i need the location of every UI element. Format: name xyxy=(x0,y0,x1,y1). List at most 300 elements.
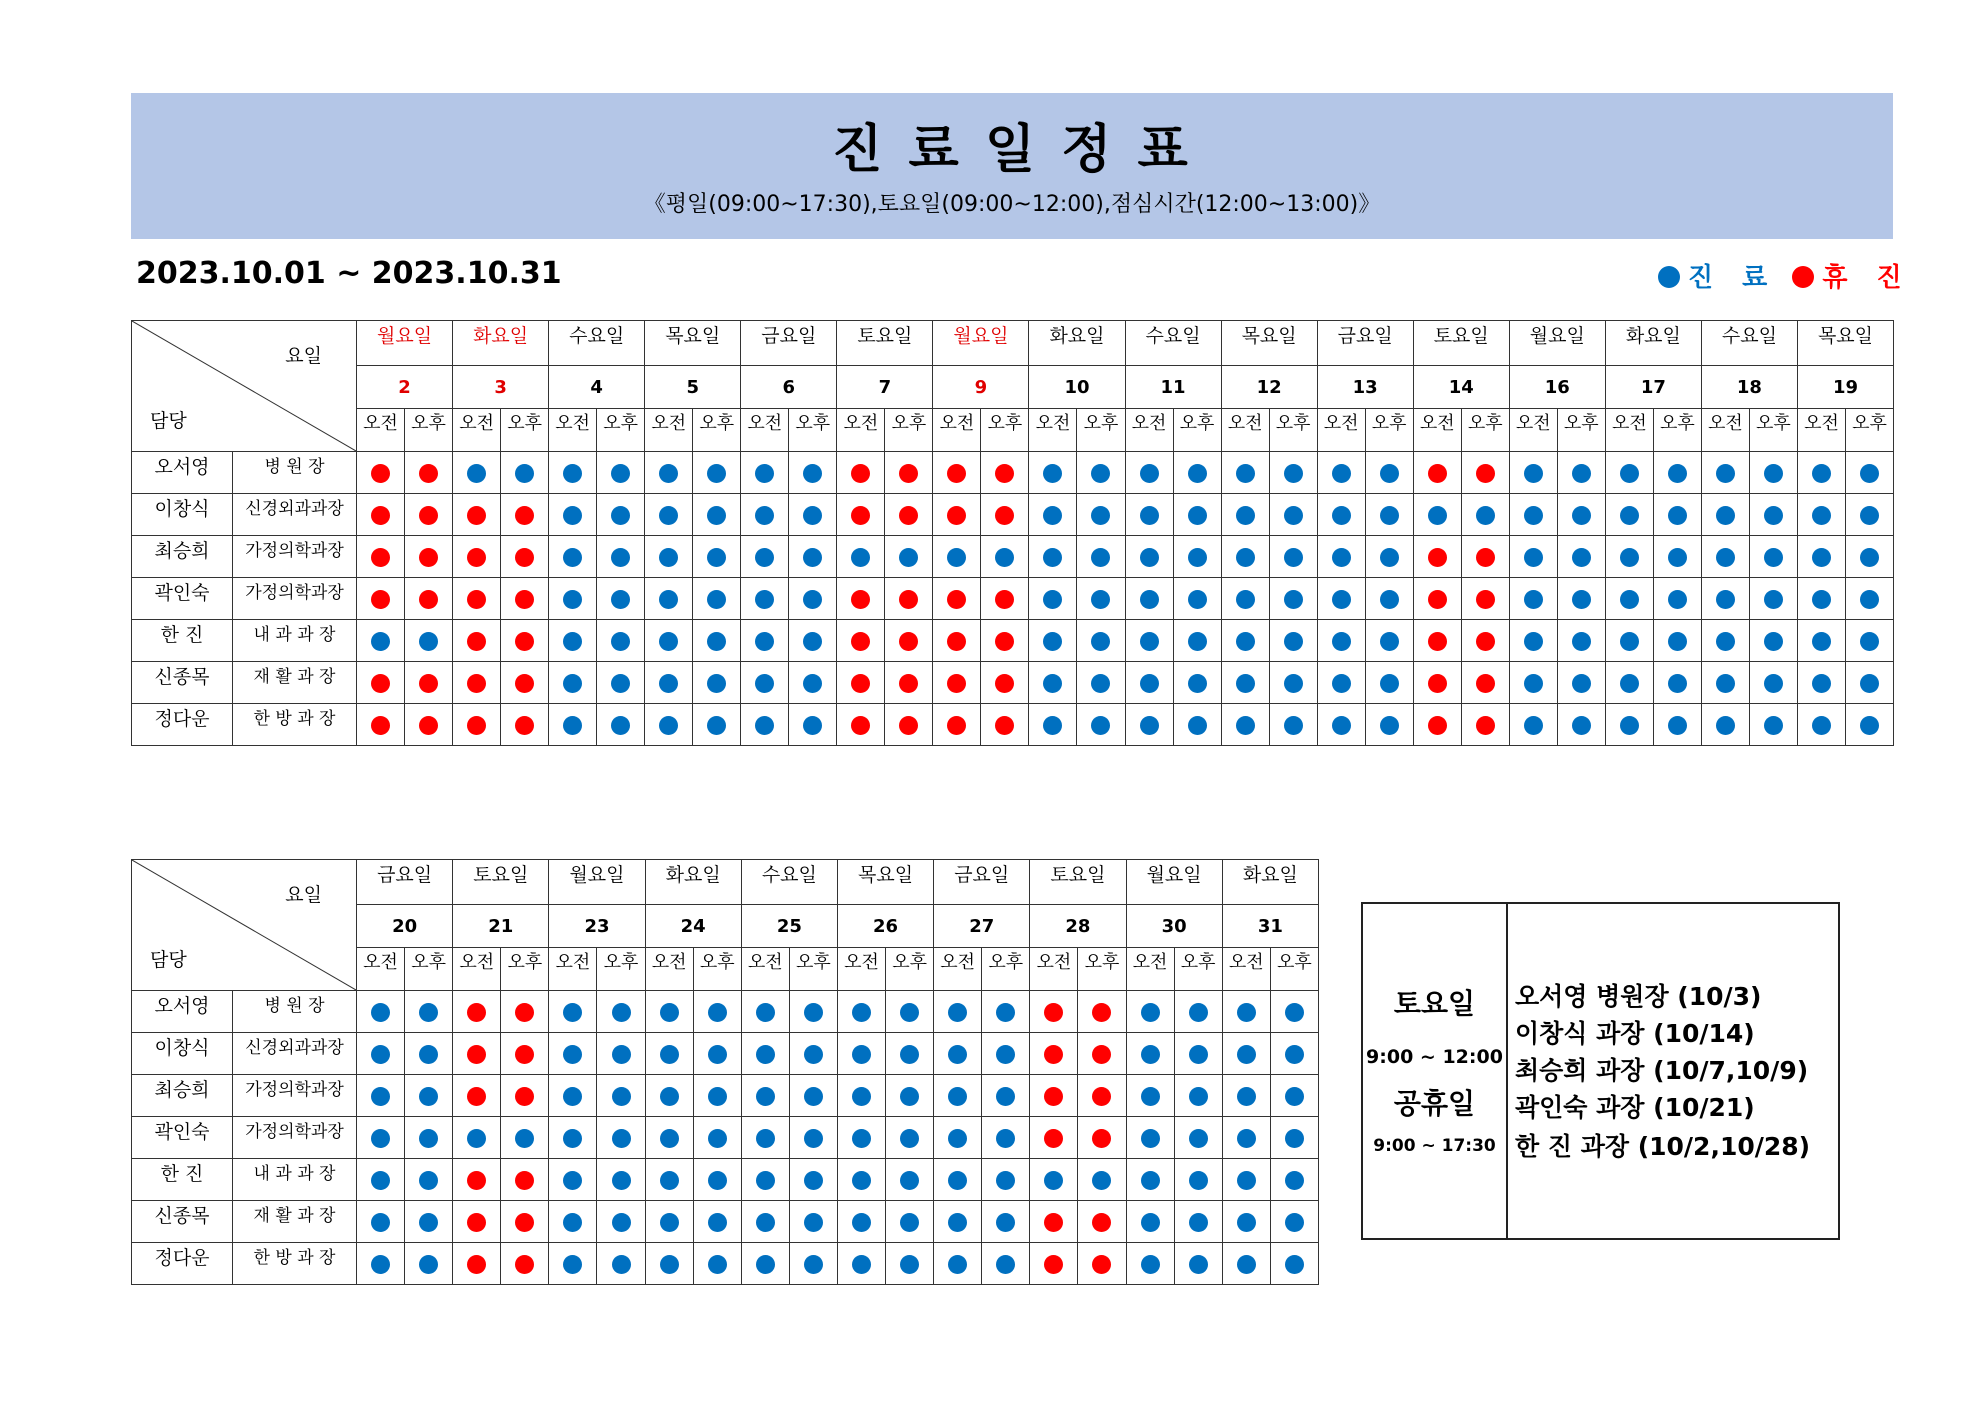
open-dot-icon xyxy=(1668,464,1687,483)
schedule-cell xyxy=(453,1075,501,1117)
schedule-cell xyxy=(789,1201,837,1243)
date-header: 20 xyxy=(357,905,453,948)
schedule-cell xyxy=(982,1243,1030,1285)
schedule-cell xyxy=(1174,991,1222,1033)
schedule-cell xyxy=(453,1159,501,1201)
schedule-cell xyxy=(501,452,549,494)
schedule-cell xyxy=(1030,1033,1078,1075)
pm-header: 오후 xyxy=(1365,409,1413,452)
open-dot-icon xyxy=(1620,548,1639,567)
am-header: 오전 xyxy=(357,948,405,991)
schedule-cell xyxy=(693,620,741,662)
schedule-cell xyxy=(549,662,597,704)
open-dot-icon xyxy=(1572,506,1591,525)
schedule-cell xyxy=(597,494,645,536)
schedule-cell xyxy=(549,991,597,1033)
schedule-cell xyxy=(453,452,501,494)
schedule-cell xyxy=(789,1117,837,1159)
date-header: 18 xyxy=(1701,366,1797,409)
open-dot-icon xyxy=(1189,1171,1208,1190)
weekday-header: 토요일 xyxy=(453,860,549,905)
open-dot-icon xyxy=(371,1003,390,1022)
closed-dot-icon xyxy=(1428,548,1447,567)
corner-header xyxy=(132,321,357,452)
schedule-cell xyxy=(1269,620,1317,662)
open-dot-icon xyxy=(1332,632,1351,651)
schedule-cell xyxy=(549,1117,597,1159)
open-dot-icon xyxy=(1141,1045,1160,1064)
schedule-cell xyxy=(1125,578,1173,620)
open-dot-icon xyxy=(756,1045,775,1064)
closed-dot-icon xyxy=(467,674,486,693)
pm-header: 오후 xyxy=(1461,409,1509,452)
schedule-cell xyxy=(405,536,453,578)
open-dot-icon xyxy=(1812,506,1831,525)
open-dot-icon xyxy=(419,632,438,651)
closure-note: 곽인숙 과장 (10/21) xyxy=(1515,1093,1755,1122)
closed-dot-icon xyxy=(419,506,438,525)
open-dot-icon xyxy=(1188,464,1207,483)
schedule-cell xyxy=(405,1117,453,1159)
schedule-cell xyxy=(1221,578,1269,620)
closed-dot-icon xyxy=(1092,1003,1111,1022)
open-dot-icon xyxy=(1188,716,1207,735)
schedule-cell xyxy=(981,578,1029,620)
schedule-cell xyxy=(645,1201,693,1243)
closed-dot-icon xyxy=(851,506,870,525)
schedule-cell xyxy=(357,704,405,746)
schedule-cell xyxy=(981,620,1029,662)
closure-note: 오서영 병원장 (10/3) xyxy=(1515,982,1762,1011)
schedule-cell xyxy=(1605,494,1653,536)
schedule-cell xyxy=(1365,620,1413,662)
doctor-row xyxy=(132,452,1894,494)
open-dot-icon xyxy=(948,1003,967,1022)
schedule-cell xyxy=(501,494,549,536)
schedule-cell xyxy=(1029,662,1077,704)
open-dot-icon xyxy=(611,716,630,735)
legend-closed-dot-icon xyxy=(1792,266,1814,288)
open-dot-icon xyxy=(1764,506,1783,525)
closed-dot-icon xyxy=(467,716,486,735)
schedule-cell xyxy=(886,1243,934,1285)
open-dot-icon xyxy=(899,548,918,567)
schedule-cell xyxy=(1030,1201,1078,1243)
closed-dot-icon xyxy=(947,632,966,651)
schedule-cell xyxy=(741,1075,789,1117)
open-dot-icon xyxy=(1332,548,1351,567)
weekday-header: 수요일 xyxy=(549,321,645,366)
date-header: 17 xyxy=(1605,366,1701,409)
open-dot-icon xyxy=(1380,716,1399,735)
closed-dot-icon xyxy=(1044,1087,1063,1106)
open-dot-icon xyxy=(1764,716,1783,735)
date-header: 3 xyxy=(453,366,549,409)
open-dot-icon xyxy=(804,1045,823,1064)
am-header: 오전 xyxy=(453,948,501,991)
open-dot-icon xyxy=(1620,674,1639,693)
closed-dot-icon xyxy=(515,632,534,651)
closed-dot-icon xyxy=(467,548,486,567)
schedule-cell xyxy=(1557,620,1605,662)
open-dot-icon xyxy=(371,1213,390,1232)
open-dot-icon xyxy=(611,674,630,693)
closed-dot-icon xyxy=(467,1045,486,1064)
schedule-cell xyxy=(934,1159,982,1201)
schedule-cell xyxy=(501,1075,549,1117)
open-dot-icon xyxy=(563,674,582,693)
open-dot-icon xyxy=(1668,548,1687,567)
schedule-cell xyxy=(453,578,501,620)
open-dot-icon xyxy=(1284,506,1303,525)
schedule-cell xyxy=(597,1075,645,1117)
open-dot-icon xyxy=(1285,1171,1304,1190)
open-dot-icon xyxy=(1188,548,1207,567)
pm-header: 오후 xyxy=(693,948,741,991)
open-dot-icon xyxy=(1620,464,1639,483)
pm-header: 오후 xyxy=(1078,948,1126,991)
open-dot-icon xyxy=(900,1213,919,1232)
open-dot-icon xyxy=(1716,632,1735,651)
schedule-cell xyxy=(1221,620,1269,662)
doctor-row xyxy=(132,1075,1319,1117)
doctor-title: 병 원 장 xyxy=(233,452,357,494)
schedule-cell xyxy=(645,1243,693,1285)
doctor-name: 최승희 xyxy=(132,1075,233,1117)
open-dot-icon xyxy=(1380,548,1399,567)
date-header: 27 xyxy=(934,905,1030,948)
open-dot-icon xyxy=(803,590,822,609)
doctor-name: 신종목 xyxy=(132,662,233,704)
schedule-cell xyxy=(1605,662,1653,704)
closed-dot-icon xyxy=(467,1213,486,1232)
doctor-title: 가정의학과장 xyxy=(233,578,357,620)
schedule-cell xyxy=(1030,1159,1078,1201)
schedule-cell xyxy=(1749,620,1797,662)
am-header: 오전 xyxy=(1413,409,1461,452)
open-dot-icon xyxy=(1188,632,1207,651)
open-dot-icon xyxy=(1764,464,1783,483)
schedule-cell xyxy=(1221,662,1269,704)
schedule-cell xyxy=(357,991,405,1033)
open-dot-icon xyxy=(563,1255,582,1274)
weekday-header: 목요일 xyxy=(645,321,741,366)
schedule-cell xyxy=(1845,536,1893,578)
schedule-cell xyxy=(1509,620,1557,662)
schedule-cell xyxy=(549,620,597,662)
open-dot-icon xyxy=(1764,548,1783,567)
schedule-cell xyxy=(693,536,741,578)
schedule-cell xyxy=(837,536,885,578)
schedule-cell xyxy=(549,1075,597,1117)
schedule-cell xyxy=(1174,1201,1222,1243)
schedule-cell xyxy=(1509,494,1557,536)
schedule-cell xyxy=(1317,494,1365,536)
schedule-cell xyxy=(597,1201,645,1243)
open-dot-icon xyxy=(1237,1087,1256,1106)
closure-note: 한 진 과장 (10/2,10/28) xyxy=(1515,1132,1811,1161)
schedule-cell xyxy=(1557,662,1605,704)
schedule-cell xyxy=(1270,1117,1318,1159)
schedule-cell xyxy=(645,452,693,494)
schedule-cell xyxy=(837,1243,885,1285)
open-dot-icon xyxy=(1237,1255,1256,1274)
schedule-cell xyxy=(405,452,453,494)
open-dot-icon xyxy=(1140,464,1159,483)
open-dot-icon xyxy=(563,1003,582,1022)
schedule-cell xyxy=(982,1117,1030,1159)
schedule-cell xyxy=(885,452,933,494)
schedule-cell xyxy=(1174,1159,1222,1201)
open-dot-icon xyxy=(1189,1213,1208,1232)
schedule-cell xyxy=(741,452,789,494)
schedule-cell xyxy=(693,578,741,620)
schedule-cell xyxy=(885,704,933,746)
schedule-cell xyxy=(933,620,981,662)
closed-dot-icon xyxy=(1044,1129,1063,1148)
open-dot-icon xyxy=(660,1213,679,1232)
open-dot-icon xyxy=(1284,716,1303,735)
am-header: 오전 xyxy=(1221,409,1269,452)
open-dot-icon xyxy=(563,1087,582,1106)
doctor-name: 이창식 xyxy=(132,494,233,536)
open-dot-icon xyxy=(563,506,582,525)
schedule-cell xyxy=(1125,662,1173,704)
closed-dot-icon xyxy=(899,674,918,693)
open-dot-icon xyxy=(948,1045,967,1064)
closed-dot-icon xyxy=(851,716,870,735)
schedule-cell xyxy=(1030,1117,1078,1159)
schedule-cell xyxy=(837,1201,885,1243)
open-dot-icon xyxy=(1572,548,1591,567)
closed-dot-icon xyxy=(1092,1045,1111,1064)
schedule-cell xyxy=(1174,1117,1222,1159)
open-dot-icon xyxy=(900,1045,919,1064)
schedule-cell xyxy=(1269,536,1317,578)
open-dot-icon xyxy=(1091,548,1110,567)
closed-dot-icon xyxy=(467,632,486,651)
open-dot-icon xyxy=(1237,1129,1256,1148)
closed-dot-icon xyxy=(515,1255,534,1274)
am-header: 오전 xyxy=(1605,409,1653,452)
open-dot-icon xyxy=(563,1129,582,1148)
schedule-cell xyxy=(1509,536,1557,578)
open-dot-icon xyxy=(1524,590,1543,609)
doctor-name: 곽인숙 xyxy=(132,1117,233,1159)
schedule-cell xyxy=(1270,1075,1318,1117)
open-dot-icon xyxy=(804,1171,823,1190)
pm-header: 오후 xyxy=(1845,409,1893,452)
schedule-cell xyxy=(597,1159,645,1201)
schedule-cell xyxy=(501,1243,549,1285)
corner-header xyxy=(132,860,357,991)
legend-closed-label: 휴 진 xyxy=(1822,263,1912,293)
schedule-cell xyxy=(1173,578,1221,620)
open-dot-icon xyxy=(708,1213,727,1232)
doctor-title: 재 활 과 장 xyxy=(233,1201,357,1243)
schedule-cell xyxy=(645,620,693,662)
open-dot-icon xyxy=(563,1045,582,1064)
open-dot-icon xyxy=(947,548,966,567)
doctor-row xyxy=(132,662,1894,704)
am-header: 오전 xyxy=(1222,948,1270,991)
schedule-cell xyxy=(1317,620,1365,662)
schedule-cell xyxy=(1174,1075,1222,1117)
closed-dot-icon xyxy=(1476,590,1495,609)
schedule-cell xyxy=(1845,452,1893,494)
closed-dot-icon xyxy=(1476,674,1495,693)
schedule-cell xyxy=(1269,704,1317,746)
schedule-cell xyxy=(1461,536,1509,578)
date-header: 13 xyxy=(1317,366,1413,409)
weekday-header: 목요일 xyxy=(1221,321,1317,366)
schedule-cell xyxy=(837,494,885,536)
open-dot-icon xyxy=(755,674,774,693)
doctor-title: 가정의학과장 xyxy=(233,1117,357,1159)
schedule-cell xyxy=(934,1075,982,1117)
open-dot-icon xyxy=(1668,716,1687,735)
open-dot-icon xyxy=(1284,632,1303,651)
open-dot-icon xyxy=(707,590,726,609)
open-dot-icon xyxy=(1188,590,1207,609)
schedule-cell xyxy=(405,1201,453,1243)
schedule-cell xyxy=(1222,991,1270,1033)
schedule-cell xyxy=(837,1117,885,1159)
schedule-cell xyxy=(934,1033,982,1075)
am-header: 오전 xyxy=(933,409,981,452)
open-dot-icon xyxy=(1860,590,1879,609)
open-dot-icon xyxy=(371,1171,390,1190)
schedule-cell xyxy=(789,662,837,704)
schedule-cell xyxy=(645,536,693,578)
schedule-cell xyxy=(741,1201,789,1243)
schedule-cell xyxy=(1605,452,1653,494)
schedule-cell xyxy=(1125,536,1173,578)
schedule-cell xyxy=(405,662,453,704)
closed-dot-icon xyxy=(1428,674,1447,693)
schedule-cell xyxy=(1509,452,1557,494)
am-header: 오전 xyxy=(357,409,405,452)
closed-dot-icon xyxy=(515,1213,534,1232)
open-dot-icon xyxy=(1043,632,1062,651)
am-header: 오전 xyxy=(1030,948,1078,991)
open-dot-icon xyxy=(756,1255,775,1274)
date-header: 2 xyxy=(357,366,453,409)
doctor-title: 신경외과과장 xyxy=(233,494,357,536)
pm-header: 오후 xyxy=(1557,409,1605,452)
schedule-cell xyxy=(357,578,405,620)
open-dot-icon xyxy=(708,1003,727,1022)
schedule-cell xyxy=(549,494,597,536)
pm-header: 오후 xyxy=(501,948,549,991)
schedule-cell xyxy=(837,662,885,704)
schedule-cell xyxy=(1557,452,1605,494)
open-dot-icon xyxy=(1620,590,1639,609)
open-dot-icon xyxy=(708,1087,727,1106)
schedule-cell xyxy=(597,620,645,662)
schedule-cell xyxy=(789,1033,837,1075)
schedule-period: 2023.10.01 ~ 2023.10.31 xyxy=(136,256,562,291)
open-dot-icon xyxy=(1620,506,1639,525)
open-dot-icon xyxy=(995,548,1014,567)
schedule-cell xyxy=(837,1033,885,1075)
schedule-cell xyxy=(357,1075,405,1117)
date-header: 24 xyxy=(645,905,741,948)
open-dot-icon xyxy=(1812,632,1831,651)
schedule-cell xyxy=(1029,452,1077,494)
schedule-cell xyxy=(1221,452,1269,494)
doctor-name: 곽인숙 xyxy=(132,578,233,620)
open-dot-icon xyxy=(1141,1129,1160,1148)
open-dot-icon xyxy=(1043,506,1062,525)
schedule-cell xyxy=(789,536,837,578)
open-dot-icon xyxy=(563,548,582,567)
schedule-cell xyxy=(933,704,981,746)
closed-dot-icon xyxy=(515,1171,534,1190)
schedule-cell xyxy=(741,578,789,620)
schedule-cell xyxy=(885,494,933,536)
open-dot-icon xyxy=(804,1255,823,1274)
open-dot-icon xyxy=(1524,632,1543,651)
closed-dot-icon xyxy=(467,506,486,525)
open-dot-icon xyxy=(804,1129,823,1148)
schedule-cell xyxy=(886,1159,934,1201)
open-dot-icon xyxy=(371,1255,390,1274)
pm-header: 오후 xyxy=(789,948,837,991)
open-dot-icon xyxy=(1236,590,1255,609)
weekday-header: 화요일 xyxy=(645,860,741,905)
open-dot-icon xyxy=(755,506,774,525)
open-dot-icon xyxy=(1285,1255,1304,1274)
schedule-cell xyxy=(453,1201,501,1243)
schedule-cell xyxy=(1557,536,1605,578)
schedule-cell xyxy=(1749,494,1797,536)
schedule-cell xyxy=(1029,620,1077,662)
open-dot-icon xyxy=(707,716,726,735)
schedule-cell xyxy=(501,620,549,662)
schedule-cell xyxy=(741,1243,789,1285)
schedule-cell xyxy=(405,494,453,536)
open-dot-icon xyxy=(1812,590,1831,609)
doctor-title: 신경외과과장 xyxy=(233,1033,357,1075)
weekday-header: 화요일 xyxy=(1605,321,1701,366)
schedule-cell xyxy=(1078,1075,1126,1117)
open-dot-icon xyxy=(1285,1045,1304,1064)
closed-dot-icon xyxy=(995,716,1014,735)
doctor-row xyxy=(132,1243,1319,1285)
open-dot-icon xyxy=(803,464,822,483)
closed-dot-icon xyxy=(467,1087,486,1106)
date-header: 12 xyxy=(1221,366,1317,409)
am-header: 오전 xyxy=(1797,409,1845,452)
closure-note: 이창식 과장 (10/14) xyxy=(1515,1019,1755,1048)
date-header: 4 xyxy=(549,366,645,409)
weekday-header: 월요일 xyxy=(357,321,453,366)
schedule-cell xyxy=(1029,578,1077,620)
open-dot-icon xyxy=(371,632,390,651)
weekday-header: 수요일 xyxy=(1125,321,1221,366)
am-header: 오전 xyxy=(1029,409,1077,452)
open-dot-icon xyxy=(803,716,822,735)
schedule-cell xyxy=(789,452,837,494)
open-dot-icon xyxy=(1091,590,1110,609)
schedule-cell xyxy=(501,1159,549,1201)
doctor-title: 병 원 장 xyxy=(233,991,357,1033)
open-dot-icon xyxy=(852,1003,871,1022)
schedule-cell xyxy=(1413,620,1461,662)
weekday-header: 월요일 xyxy=(1126,860,1222,905)
schedule-cell xyxy=(1078,1201,1126,1243)
